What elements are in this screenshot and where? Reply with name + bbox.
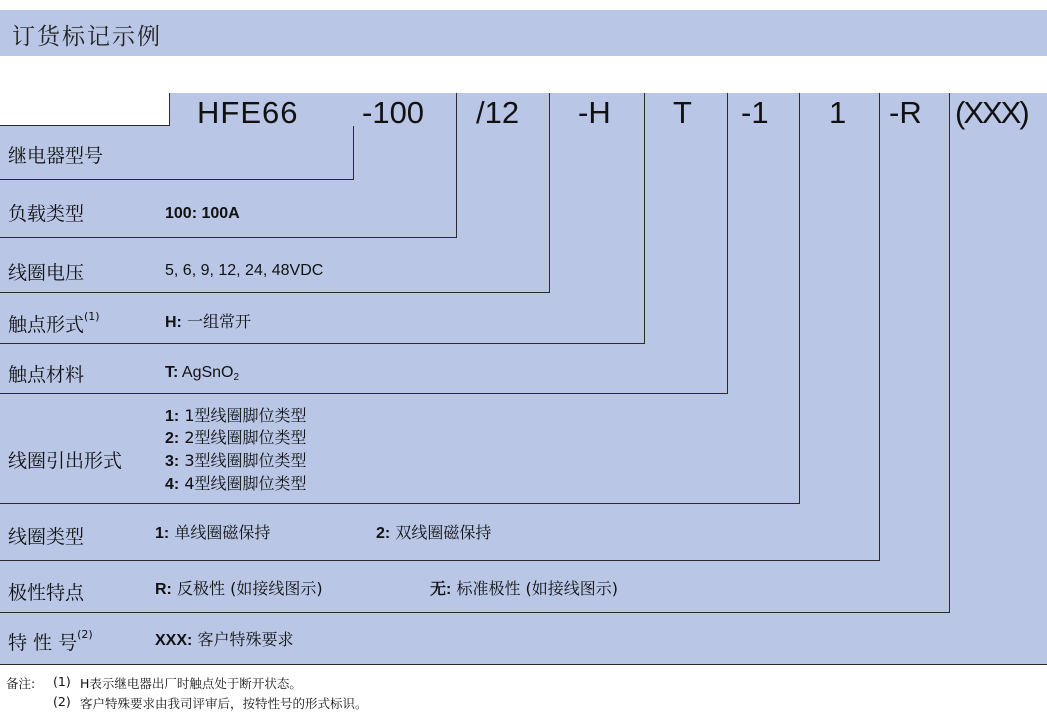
label-coil-voltage: 线圈电压 <box>8 262 85 284</box>
note-2: 客户特殊要求由我司评审后，按特性号的形式标识。 <box>80 696 368 711</box>
desc-coil-lead-3: 3: 3型线圈脚位类型 <box>165 451 307 470</box>
desc-coil-lead-4: 4: 4型线圈脚位类型 <box>165 474 307 493</box>
page-title: 订货标记示例 <box>12 24 162 50</box>
note-1-num: (1) <box>53 674 71 689</box>
note-prefix: 备注: <box>6 676 36 691</box>
label-contact-form: 触点形式$^{(1)}$ <box>8 309 100 336</box>
desc-special: XXX: 客户特殊要求 <box>155 630 294 649</box>
code-model: HFE66 <box>197 95 299 130</box>
label-special: 特 性 号$^{(2)}$ <box>8 627 93 654</box>
note-1: H表示继电器出厂时触点处于断开状态。 <box>80 676 302 691</box>
code-contact-material: T <box>673 95 692 130</box>
desc-coil-type-2: 2: 双线圈磁保持 <box>376 523 492 542</box>
desc-contact-material: T: AgSnO$_2$ <box>165 364 240 383</box>
label-contact-material: 触点材料 <box>8 364 85 386</box>
code-contact-form: -H <box>578 95 611 130</box>
code-special: (XXX) <box>955 95 1028 130</box>
desc-coil-type-1: 1: 单线圈磁保持 <box>155 523 271 542</box>
code-coil-type: 1 <box>829 95 847 130</box>
label-load: 负载类型 <box>8 203 85 225</box>
code-coil: /12 <box>476 95 520 130</box>
desc-polarity-1: R: 反极性 (如接线图示) <box>155 579 323 598</box>
note-2-num: (2) <box>53 694 71 709</box>
desc-polarity-2: 无: 标准极性 (如接线图示) <box>430 579 619 598</box>
desc-coil-lead-1: 1: 1型线圈脚位类型 <box>165 406 307 425</box>
desc-load: 100: 100A <box>165 205 240 222</box>
label-model: 继电器型号 <box>8 145 104 167</box>
label-coil-lead: 线圈引出形式 <box>8 450 123 472</box>
label-polarity: 极性特点 <box>8 582 85 604</box>
desc-coil-lead-2: 2: 2型线圈脚位类型 <box>165 428 307 447</box>
desc-coil-voltage: 5, 6, 9, 12, 24, 48VDC <box>165 262 324 279</box>
code-coil-lead: -1 <box>741 95 769 130</box>
desc-contact-form: H: 一组常开 <box>165 312 251 331</box>
label-coil-type: 线圈类型 <box>8 526 85 548</box>
code-polarity: -R <box>889 95 922 130</box>
code-load: -100 <box>362 95 425 130</box>
